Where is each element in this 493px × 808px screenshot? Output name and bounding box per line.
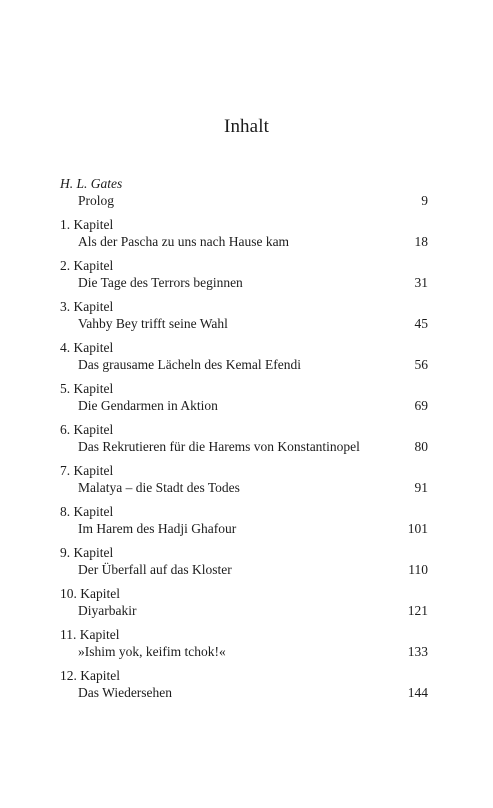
toc-entry-title: Der Überfall auf das Kloster (78, 562, 232, 577)
toc-entry (60, 380, 428, 421)
toc-entry (60, 175, 428, 216)
toc-entry-page-number: 45 (414, 316, 428, 331)
toc-entry (60, 257, 428, 298)
toc-entry-heading: 10. Kapitel (60, 586, 120, 601)
toc-entry-page-number: 133 (407, 644, 428, 659)
toc-entry-title: Die Gendarmen in Aktion (78, 398, 218, 413)
toc-entry-heading: 1. Kapitel (60, 217, 114, 232)
toc-entry-heading: 3. Kapitel (60, 299, 114, 314)
table-of-contents (60, 175, 428, 708)
toc-entry (60, 544, 428, 585)
toc-entry-title: Das grausame Lächeln des Kemal Efendi (78, 357, 302, 372)
toc-entry-page-number: 110 (408, 562, 428, 577)
toc-entry-heading: 2. Kapitel (60, 258, 114, 273)
toc-entry (60, 667, 428, 708)
toc-entry-heading: 9. Kapitel (60, 545, 114, 560)
toc-entry-page-number: 56 (414, 357, 428, 372)
toc-entry-title: Malatya – die Stadt des Todes (78, 480, 240, 495)
toc-entry (60, 585, 428, 626)
toc-entry-title: Das Rekrutieren für die Harems von Konstantinopel (78, 439, 360, 454)
toc-entry (60, 216, 428, 257)
toc-entry (60, 421, 428, 462)
toc-entry-heading: 5. Kapitel (60, 381, 114, 396)
toc-entry-page-number: 69 (414, 398, 428, 413)
toc-entry-title: Das Wiedersehen (78, 685, 173, 700)
toc-entry (60, 462, 428, 503)
toc-entry-page-number: 31 (414, 275, 428, 290)
toc-entry-title: Diyarbakir (78, 603, 137, 618)
toc-entry (60, 503, 428, 544)
toc-entry-title: Im Harem des Hadji Ghafour (78, 521, 237, 536)
toc-entry-heading: 4. Kapitel (60, 340, 114, 355)
toc-entry-page-number: 9 (421, 193, 428, 208)
toc-entry-title: Die Tage des Terrors beginnen (78, 275, 243, 290)
toc-entry (60, 339, 428, 380)
toc-entry-title: Als der Pascha zu uns nach Hause kam (78, 234, 290, 249)
toc-entry-page-number: 80 (414, 439, 428, 454)
page-title: Inhalt (224, 116, 269, 137)
toc-entry (60, 626, 428, 667)
toc-entry-heading: 8. Kapitel (60, 504, 114, 519)
toc-entry-heading: 6. Kapitel (60, 422, 114, 437)
toc-entry-page-number: 101 (407, 521, 428, 536)
toc-entry-page-number: 18 (414, 234, 428, 249)
toc-entry-heading: H. L. Gates (60, 176, 123, 191)
toc-entry (60, 298, 428, 339)
toc-entry-heading: 12. Kapitel (60, 668, 120, 683)
toc-entry-title: »Ishim yok, keifim tchok!« (78, 644, 226, 659)
toc-entry-page-number: 144 (407, 685, 428, 700)
toc-entry-title: Prolog (78, 193, 115, 208)
toc-entry-heading: 11. Kapitel (60, 627, 120, 642)
toc-entry-title: Vahby Bey trifft seine Wahl (78, 316, 228, 331)
toc-entry-page-number: 121 (407, 603, 428, 618)
toc-entry-heading: 7. Kapitel (60, 463, 114, 478)
toc-entry-page-number: 91 (414, 480, 428, 495)
